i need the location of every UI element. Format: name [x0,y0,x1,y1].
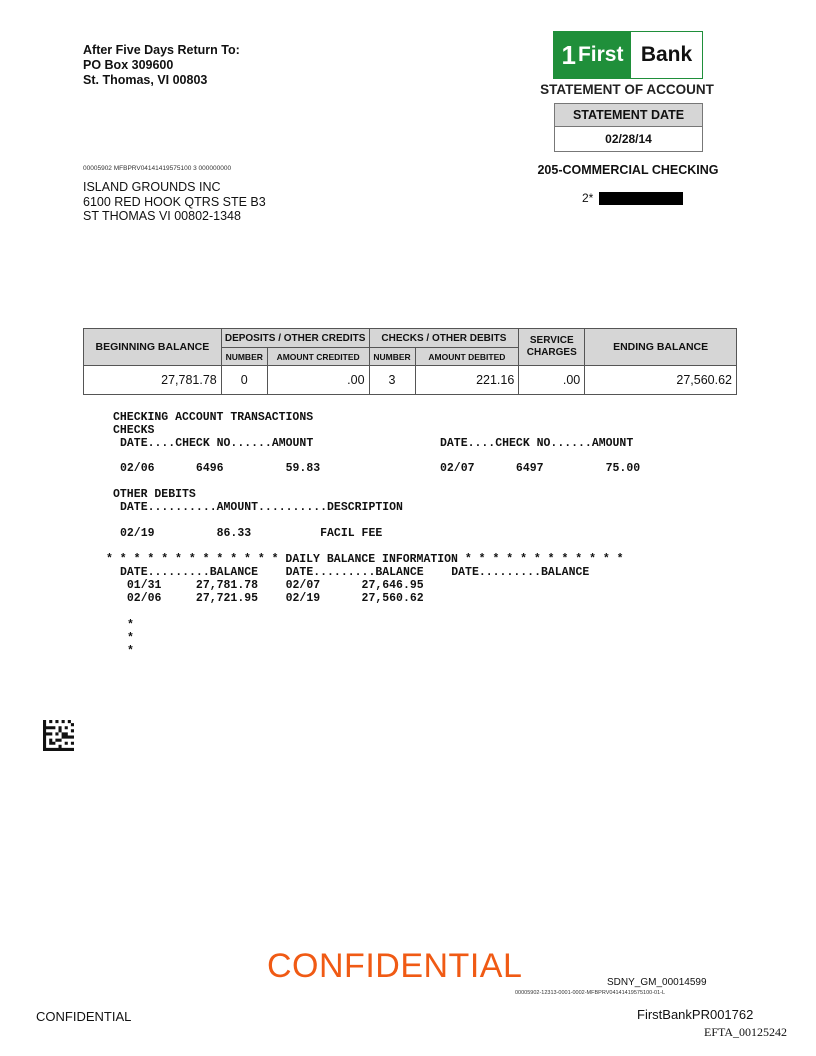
account-summary-table [83,328,737,395]
transactions-title: CHECKING ACCOUNT TRANSACTIONS [113,411,314,424]
daily-balance-row: 02/06 27,721.95 02/19 27,560.62 [120,592,424,605]
deposits-number-header: NUMBER [221,348,267,366]
checks-label: CHECKS [113,424,155,437]
bates-number: FirstBankPR001762 [637,1007,754,1022]
ending-balance-value: 27,560.62 [585,366,737,395]
checks-header: CHECKS / OTHER DEBITS [369,329,519,348]
logo-first-text: First [577,43,624,66]
return-address-line: St. Thomas, VI 00803 [83,73,208,87]
efta-number: EFTA_00125242 [704,1025,788,1039]
check-row-right: 02/07 6497 75.00 [440,462,641,475]
amount-debited-value: 221.16 [415,366,519,395]
other-debit-row: 02/19 86.33 FACIL FEE [120,527,383,540]
daily-balance-row: 01/31 27,781.78 02/07 27,646.95 [120,579,424,592]
return-address-line: PO Box 309600 [83,58,174,72]
firstbank-logo [553,31,703,79]
ending-balance-header: ENDING BALANCE [585,329,737,366]
filler-star: * [127,619,134,632]
service-charges-value: .00 [519,366,585,395]
checks-number-header: NUMBER [369,348,415,366]
sdny-identifier: SDNY_GM_00014599 [607,977,707,988]
account-type: 205-COMMERCIAL CHECKING [537,163,719,177]
datamatrix-barcode [43,720,74,751]
addressee [83,180,266,224]
checks-header-left: DATE....CHECK NO......AMOUNT [120,437,314,450]
service-charges-header-line: CHARGES [526,347,577,358]
deposits-header: DEPOSITS / OTHER CREDITS [221,329,369,348]
account-number-prefix: 2* [582,191,594,205]
document-code: 00005902-12313-0001-0002-MFBPRV04141419575100-01-L [515,990,666,996]
other-debits-label: OTHER DEBITS [113,488,196,501]
checks-number-value: 3 [369,366,415,395]
daily-balance-columns: DATE.........BALANCE DATE.........BALANCE DATE.........BALANCE [120,566,590,579]
account-number [582,191,683,205]
addressee-line: ST THOMAS VI 00802-1348 [83,209,241,223]
mail-code: 00005902 MFBPRV04141419575100 3 000000000 [83,165,232,172]
deposits-number-value: 0 [221,366,267,395]
logo-numeral: 1 [561,39,576,70]
filler-star: * [127,645,134,658]
confidential-stamp: CONFIDENTIAL [267,947,523,985]
amount-credited-header: AMOUNT CREDITED [267,348,369,366]
service-charges-header [519,329,585,366]
checks-header-right: DATE....CHECK NO......AMOUNT [440,437,634,450]
other-debits-header: DATE..........AMOUNT..........DESCRIPTION [120,501,403,514]
confidential-label: CONFIDENTIAL [36,1009,132,1024]
amount-debited-header: AMOUNT DEBITED [415,348,519,366]
logo-bank-text: Bank [640,43,693,66]
addressee-line: 6100 RED HOOK QTRS STE B3 [83,194,266,209]
statement-date-value: 02/28/14 [605,132,652,146]
statement-title: STATEMENT OF ACCOUNT [540,82,714,97]
statement-date-box [554,103,703,152]
service-charges-header-line: SERVICE [529,335,574,346]
check-row-left: 02/06 6496 59.83 [120,462,321,475]
return-address [83,43,240,88]
daily-balance-header: * * * * * * * * * * * * * DAILY BALANCE INFORMATION * * * * * * * * * * * * [106,553,624,566]
filler-star: * [127,632,134,645]
beginning-balance-header: BEGINNING BALANCE [84,329,222,366]
logo-green-panel [554,32,631,78]
addressee-line: ISLAND GROUNDS INC [83,180,221,194]
amount-credited-value: .00 [267,366,369,395]
return-address-line: After Five Days Return To: [83,43,240,57]
redaction-bar [599,192,683,205]
beginning-balance-value: 27,781.78 [84,366,222,395]
statement-date-label: STATEMENT DATE [555,104,702,127]
